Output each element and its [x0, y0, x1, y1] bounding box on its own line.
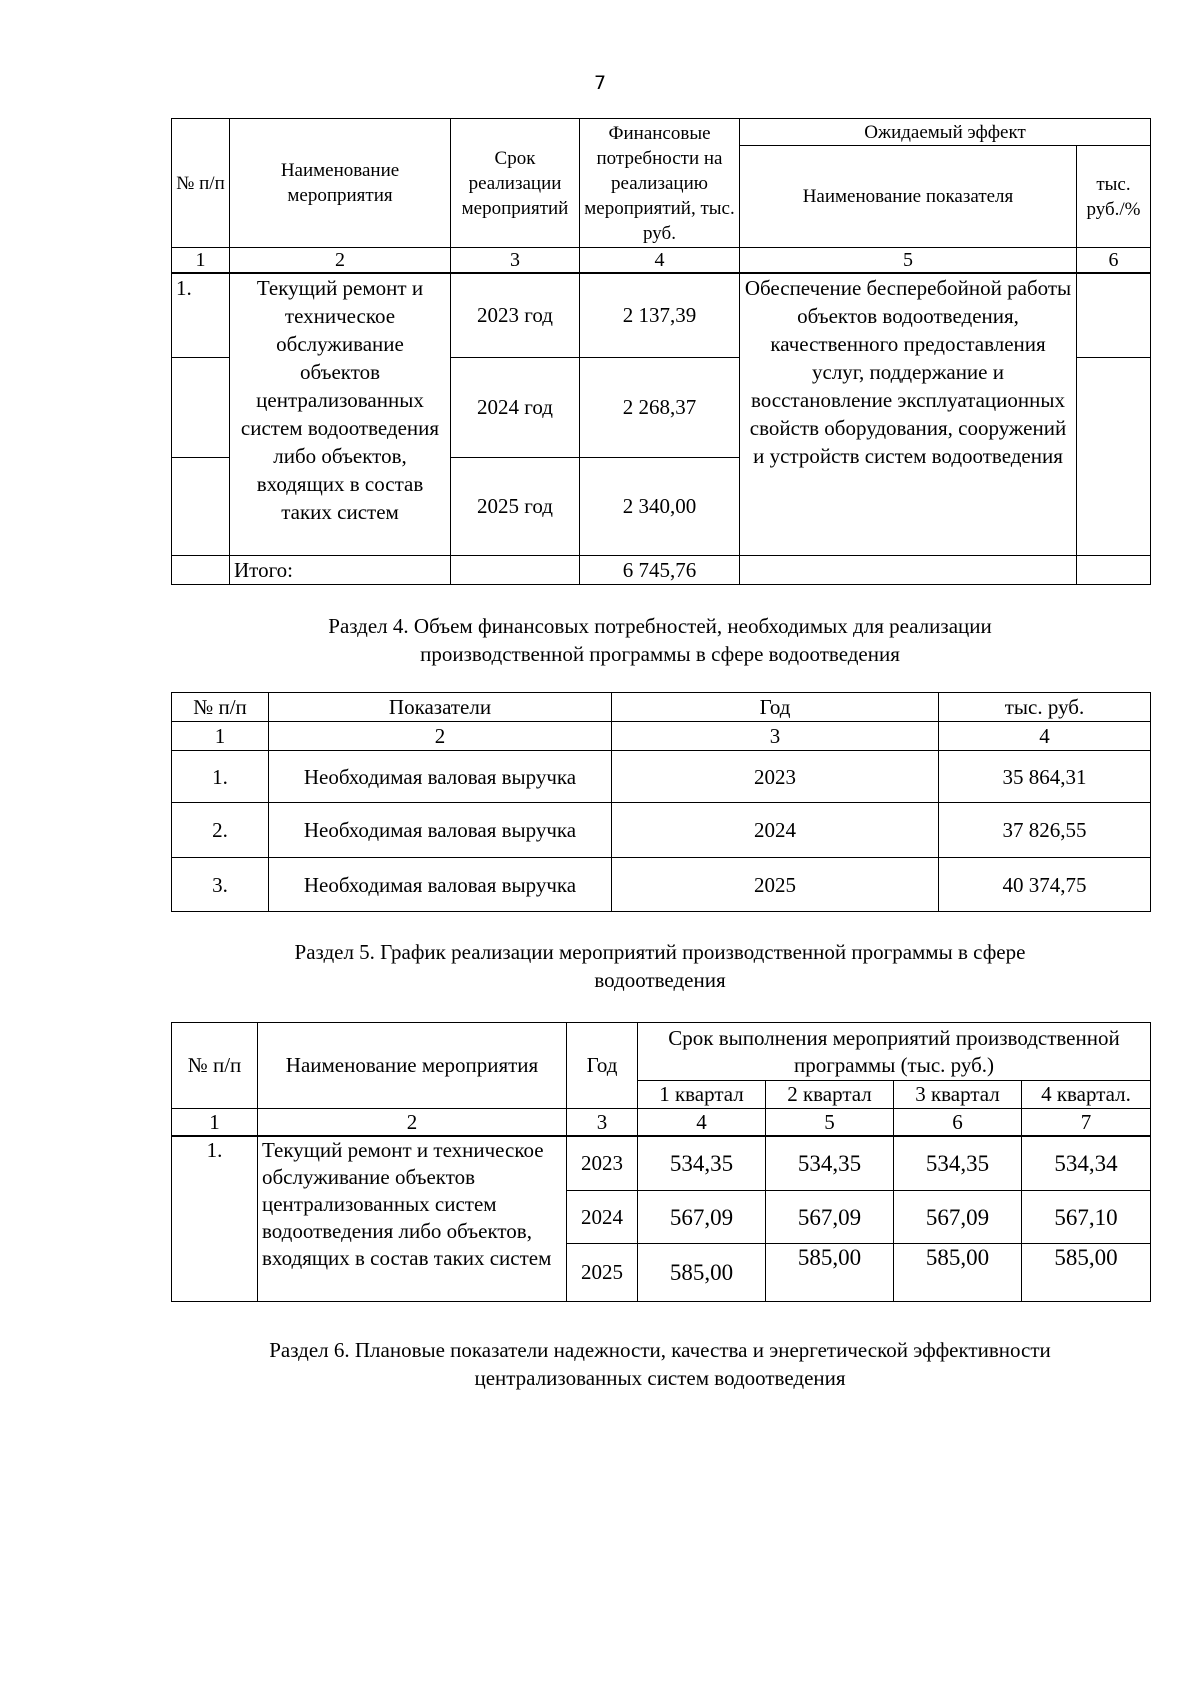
section-4-line1: Раздел 4. Объем финансовых потребностей, необходимых для реализации	[328, 614, 992, 638]
quarter-value: 567,09	[894, 1191, 1022, 1244]
effect-text: Обеспечение бесперебойной работы объектов водоотведения, качественного предоставления услуг, поддержание и восстановление эксплуатационных свойств оборудования, сооружений и устройств систем водоотведения	[740, 273, 1077, 555]
quarter-value: 585,00	[894, 1244, 1022, 1302]
header-num: № п/п	[172, 693, 269, 722]
col-number: 5	[740, 248, 1077, 274]
col-number: 3	[451, 248, 580, 274]
col-number: 2	[269, 722, 612, 751]
term-cell: 2024 год	[451, 357, 580, 457]
table-row	[172, 803, 1151, 858]
section-5-heading	[170, 938, 1150, 994]
term-cell: 2025 год	[451, 457, 580, 555]
header-term: Срок реализации мероприятий	[451, 119, 580, 248]
col-number: 4	[638, 1109, 766, 1136]
schedule-table	[171, 1022, 1151, 1302]
total-effect-empty	[740, 555, 1077, 584]
row-num: 3.	[172, 858, 269, 912]
item-number-empty	[172, 357, 230, 457]
section-5-line2: водоотведения	[594, 968, 726, 992]
header-effect-value: тыс. руб./%	[1077, 146, 1151, 248]
col-number: 3	[612, 722, 939, 751]
col-number: 6	[1077, 248, 1151, 274]
table-row	[172, 751, 1151, 803]
header-num: № п/п	[172, 119, 230, 248]
col-number: 2	[258, 1109, 567, 1136]
col-number: 5	[766, 1109, 894, 1136]
header-effect: Ожидаемый эффект	[740, 119, 1151, 146]
header-finance: Финансовые потребности на реализацию мероприятий, тыс. руб.	[580, 119, 740, 248]
effect-value-cell	[1077, 273, 1151, 357]
row-num: 2.	[172, 803, 269, 858]
row-value: 35 864,31	[939, 751, 1151, 803]
item-number: 1.	[172, 273, 230, 357]
row-indicator: Необходимая валовая выручка	[269, 751, 612, 803]
section-5-line1: Раздел 5. График реализации мероприятий производственной программы в сфере	[294, 940, 1026, 964]
header-name: Наименование мероприятия	[230, 119, 451, 248]
quarter-value: 567,09	[766, 1191, 894, 1244]
table-row	[172, 858, 1151, 912]
quarter-value: 585,00	[638, 1244, 766, 1302]
page-number: 7	[593, 72, 607, 94]
header-year: Год	[612, 693, 939, 722]
header-indicators: Показатели	[269, 693, 612, 722]
quarter-value: 585,00	[766, 1244, 894, 1302]
col-number: 7	[1022, 1109, 1151, 1136]
total-effect-value-empty	[1077, 555, 1151, 584]
financial-needs-table	[171, 692, 1151, 912]
effect-value-cell	[1077, 357, 1151, 555]
term-cell: 2023 год	[451, 273, 580, 357]
row-num: 1.	[172, 751, 269, 803]
quarter-value: 534,35	[894, 1136, 1022, 1191]
header-quarter: 2 квартал	[766, 1081, 894, 1109]
col-number: 6	[894, 1109, 1022, 1136]
row-year: 2024	[567, 1191, 638, 1244]
section-4-heading	[170, 612, 1150, 668]
col-number: 1	[172, 1109, 258, 1136]
quarter-value: 585,00	[1022, 1244, 1151, 1302]
row-indicator: Необходимая валовая выручка	[269, 803, 612, 858]
total-label: Итого:	[230, 555, 451, 584]
item-number-empty	[172, 457, 230, 555]
header-value: тыс. руб.	[939, 693, 1151, 722]
quarter-value: 534,34	[1022, 1136, 1151, 1191]
row-value: 40 374,75	[939, 858, 1151, 912]
total-num-empty	[172, 555, 230, 584]
finance-cell: 2 268,37	[580, 357, 740, 457]
header-term: Срок выполнения мероприятий производственной программы (тыс. руб.)	[638, 1023, 1151, 1081]
col-number: 3	[567, 1109, 638, 1136]
row-year: 2025	[567, 1244, 638, 1302]
quarter-value: 567,10	[1022, 1191, 1151, 1244]
item-name: Текущий ремонт и техническое обслуживание объектов централизованных систем водоотведения либо объектов, входящих в состав таких систем	[230, 273, 451, 555]
row-year: 2025	[612, 858, 939, 912]
header-effect-name: Наименование показателя	[740, 146, 1077, 248]
section-6-line2: централизованных систем водоотведения	[474, 1366, 846, 1390]
header-quarter: 4 квартал.	[1022, 1081, 1151, 1109]
header-num: № п/п	[172, 1023, 258, 1109]
total-term-empty	[451, 555, 580, 584]
item-number: 1.	[172, 1136, 258, 1302]
row-indicator: Необходимая валовая выручка	[269, 858, 612, 912]
total-value: 6 745,76	[580, 555, 740, 584]
row-year: 2024	[612, 803, 939, 858]
quarter-value: 567,09	[638, 1191, 766, 1244]
col-number: 2	[230, 248, 451, 274]
header-name: Наименование мероприятия	[258, 1023, 567, 1109]
section-4-line2: производственной программы в сфере водоотведения	[420, 642, 900, 666]
row-value: 37 826,55	[939, 803, 1151, 858]
finance-cell: 2 340,00	[580, 457, 740, 555]
quarter-value: 534,35	[638, 1136, 766, 1191]
item-name: Текущий ремонт и техническое обслуживание объектов централизованных систем водоотведения либо объектов, входящих в состав таких систем	[258, 1136, 567, 1302]
finance-cell: 2 137,39	[580, 273, 740, 357]
header-year: Год	[567, 1023, 638, 1109]
table-row	[172, 1136, 1151, 1191]
section-6-line1: Раздел 6. Плановые показатели надежности, качества и энергетической эффективности	[269, 1338, 1051, 1362]
row-year: 2023	[567, 1136, 638, 1191]
header-quarter: 3 квартал	[894, 1081, 1022, 1109]
section-6-heading	[170, 1336, 1150, 1392]
col-number: 4	[580, 248, 740, 274]
col-number: 1	[172, 248, 230, 274]
col-number: 4	[939, 722, 1151, 751]
measures-table	[171, 118, 1151, 585]
quarter-value: 534,35	[766, 1136, 894, 1191]
col-number: 1	[172, 722, 269, 751]
row-year: 2023	[612, 751, 939, 803]
header-quarter: 1 квартал	[638, 1081, 766, 1109]
